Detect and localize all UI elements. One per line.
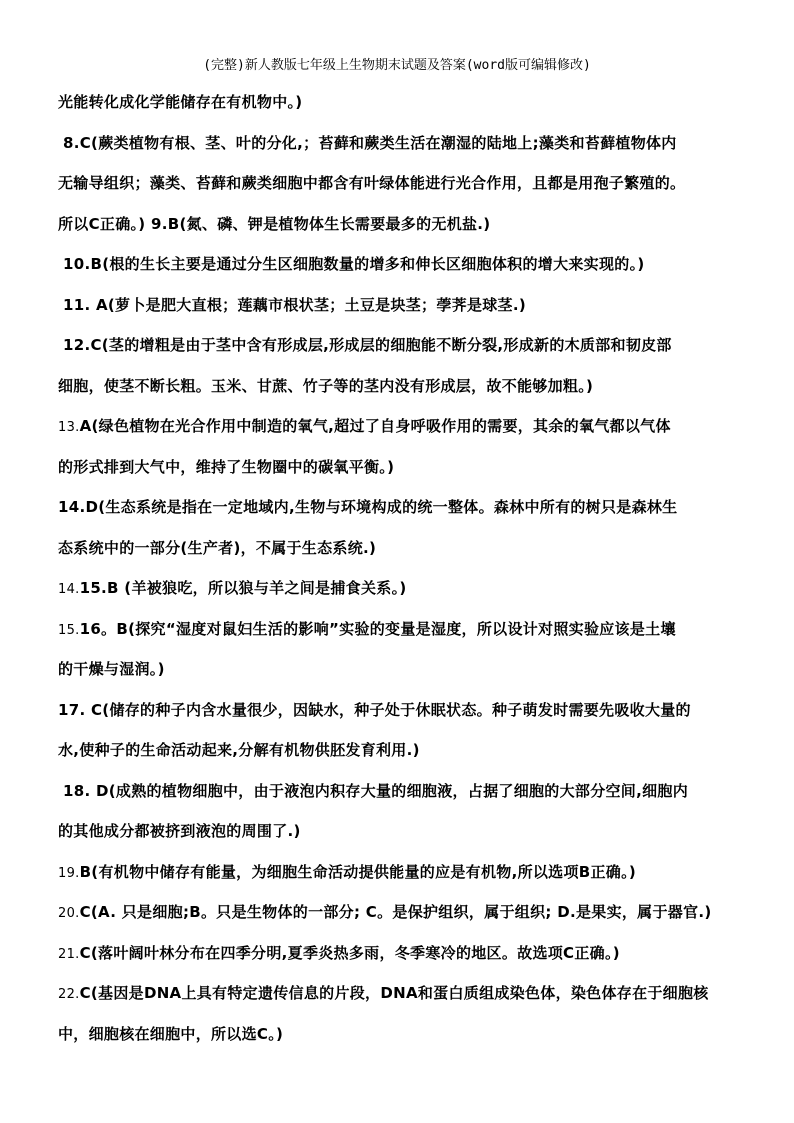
text-line: 无输导组织；藻类、苔藓和蕨类细胞中都含有叶绿体能进行光合作用，且都是用孢子繁殖的。 <box>58 174 686 192</box>
document-header: (完整)新人教版七年级上生物期末试题及答案(word版可编辑修改) <box>203 58 591 73</box>
answer-text-body <box>58 82 748 1054</box>
text-line: 所以C正确。) 9.B(氮、磷、钾是植物体生长需要最多的无机盐.) <box>58 214 491 233</box>
text-line: 12.C(茎的增粗是由于茎中含有形成层,形成层的细胞能不断分裂,形成新的木质部和韧皮部 <box>63 336 672 354</box>
text-line: 15.16。B(探究“湿度对鼠妇生活的影响”实验的变量是湿度，所以设计对照实验应该是土壤 <box>58 619 676 638</box>
text-line: 光能转化成化学能储存在有机物中。) <box>58 93 303 111</box>
text-line: 14.D(生态系统是指在一定地域内,生物与环境构成的统一整体。森林中所有的树只是森林生 <box>58 498 678 516</box>
text-line: 8.C(蕨类植物有根、茎、叶的分化,；苔藓和蕨类生活在潮湿的陆地上;藻类和苔藓植物体内 <box>63 133 677 152</box>
item-number: 20. <box>58 906 80 921</box>
text-line: 17. C(储存的种子内含水量很少，因缺水，种子处于休眠状态。种子萌发时需要先吸收大量的 <box>58 700 691 719</box>
item-number: 21. <box>58 946 80 962</box>
text-line: 18. D(成熟的植物细胞中，由于液泡内积存大量的细胞液，占据了细胞的大部分空间,细胞内 <box>63 781 689 800</box>
text-line: 10.B(根的生长主要是通过分生区细胞数量的增多和伸长区细胞体积的增大来实现的。) <box>63 255 645 273</box>
item-number: 22. <box>58 987 80 1002</box>
item-number: 13. <box>58 420 80 435</box>
text-line: 19.B(有机物中储存有能量，为细胞生命活动提供能量的应是有机物,所以选项B正确。) <box>58 862 637 881</box>
text-line: 13.A(绿色植物在光合作用中制造的氧气,超过了自身呼吸作用的需要，其余的氧气都以气体 <box>58 417 671 435</box>
text-line: 的干燥与湿润。) <box>58 660 165 678</box>
text-line: 20.C(A. 只是细胞;B。只是生物体的一部分; C。是保护组织，属于组织; D.是果实，属于器官.) <box>58 903 712 921</box>
item-number: 14. <box>58 582 80 597</box>
text-line: 11. A(萝卜是肥大直根；莲藕市根状茎；土豆是块茎；荸荠是球茎.) <box>63 295 527 314</box>
item-number: 19. <box>58 865 80 881</box>
text-line: 细胞，使茎不断长粗。玉米、甘蔗、竹子等的茎内没有形成层，故不能够加粗。) <box>58 376 594 395</box>
text-line: 21.C(落叶阔叶林分布在四季分明,夏季炎热多雨，冬季寒冷的地区。故选项C正确。) <box>58 943 620 962</box>
text-line: 14.15.B (羊被狼吃，所以狼与羊之间是捕食关系。) <box>58 579 407 597</box>
text-line: 水,使种子的生命活动起来,分解有机物供胚发育利用.) <box>58 741 420 759</box>
item-number: 15. <box>58 622 80 638</box>
text-line: 的形式排到大气中，维持了生物圈中的碳氧平衡。) <box>58 457 395 476</box>
text-line: 22.C(基因是DNA上具有特定遗传信息的片段，DNA和蛋白质组成染色体，染色体存在于细胞核 <box>58 984 709 1002</box>
text-line: 中，细胞核在细胞中，所以选C。) <box>58 1024 284 1043</box>
text-line: 态系统中的一部分(生产者)，不属于生态系统.) <box>58 538 377 557</box>
text-line: 的其他成分都被挤到液泡的周围了.) <box>58 822 301 840</box>
